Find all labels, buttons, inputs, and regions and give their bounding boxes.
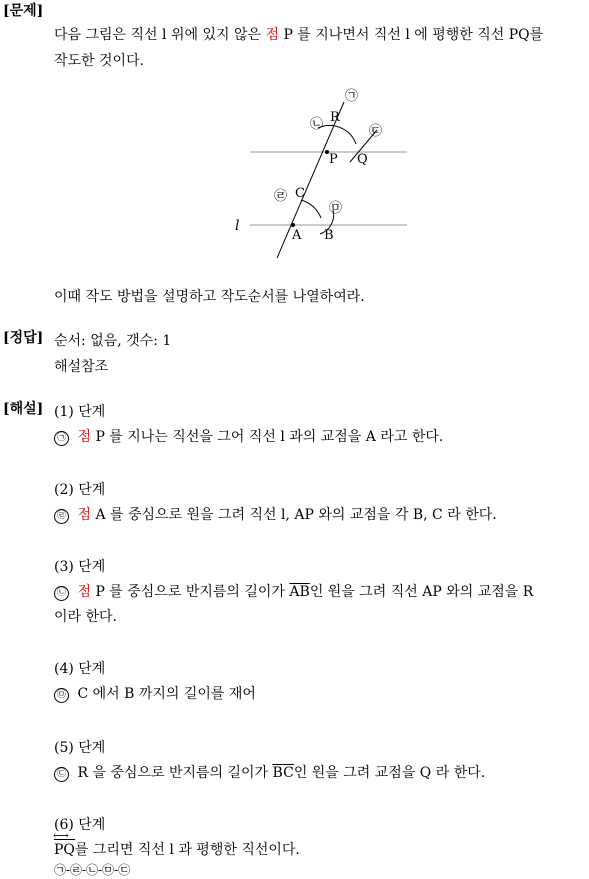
step-3-body-a: P 를 중심으로 반지름의 길이가 [95,584,285,600]
label-A: A [292,228,302,243]
step-5-mark: ㉢ [54,767,69,782]
label-B: B [324,228,334,243]
step-5-text [54,762,485,782]
problem-text-a: 다음 그림은 직선 l 위에 있지 않은 [54,27,261,43]
mark-4: ㉣ [274,189,288,204]
problem-label: [문제] [3,3,44,19]
label-Q: Q [357,152,368,167]
step-3-segment: $\overline{AB}$ [289,584,310,600]
step-1-body: P 를 지나는 직선을 그어 직선 l 과의 교점을 A 라고 한다. [95,429,444,445]
arc-C [301,200,321,218]
point-A [291,223,295,227]
step-3-text [54,581,533,601]
step-3-red: 점 [77,584,91,600]
step-6-title: (6) 단계 [54,817,106,833]
step-4-text [54,683,256,703]
step-3-mark: ㉡ [54,586,69,601]
arc-R [318,125,356,144]
step-order: ㉠-㉣-㉡-㉤-㉢ [54,863,131,877]
step-6-body: 를 그리면 직선 l 과 평행한 직선이다. [74,842,300,858]
step-6-text [54,839,300,859]
label-C: C [295,186,305,201]
step-4-body: C 에서 B 까지의 길이를 재어 [77,686,256,702]
step-1-title: (1) 단계 [54,404,106,420]
step-1-mark: ㉠ [54,431,69,446]
answer-line-1: 순서: 없음, 갯수: 1 [54,333,172,349]
step-5-segment: $\overline{BC}$ [272,765,294,781]
step-2-title: (2) 단계 [54,482,106,498]
problem-line-2: 작도한 것이다. [54,53,145,69]
construction-figure [225,82,415,262]
step-1-red: 점 [77,429,91,445]
problem-text-b: P 를 지나면서 직선 l 에 평행한 직선 PQ를 [283,27,544,43]
label-R: R [330,110,340,125]
explanation-label: [해설] [3,401,44,417]
problem-question: 이때 작도 방법을 설명하고 작도순서를 나열하여라. [54,289,365,305]
step-5-title: (5) 단계 [54,740,106,756]
mark-1: ㉠ [345,89,359,104]
label-l: l [235,218,240,234]
problem-red-word: 점 [265,27,279,43]
step-6-line-symbol: PQ ⟷ [54,842,75,858]
problem-line-1 [54,24,543,44]
answer-label: [정답] [3,330,44,346]
answer-line-2: 해설참조 [54,359,109,375]
label-P: P [329,152,338,167]
mark-5: ㉤ [329,201,343,216]
step-3-title: (3) 단계 [54,559,106,575]
step-1-text [54,426,443,446]
step-2-mark: ㉣ [54,509,69,524]
step-2-red: 점 [77,507,91,523]
step-2-body: A 를 중심으로 원을 그려 직선 l, AP 와의 교점을 각 B, C 라 한다. [95,507,497,523]
step-4-mark: ㉤ [54,688,69,703]
step-3-text-cont: 이라 한다. [54,609,117,625]
step-5-body-a: R 을 중심으로 반지름의 길이가 [77,765,269,781]
step-4-title: (4) 단계 [54,661,106,677]
mark-3: ㉢ [369,124,383,139]
step-2-text [54,504,497,524]
step-5-body-b: 인 원을 그려 교점을 Q 라 한다. [293,765,486,781]
step-3-body-b: 인 원을 그려 직선 AP 와의 교점을 R [309,584,534,600]
mark-2: ㉡ [310,117,324,132]
